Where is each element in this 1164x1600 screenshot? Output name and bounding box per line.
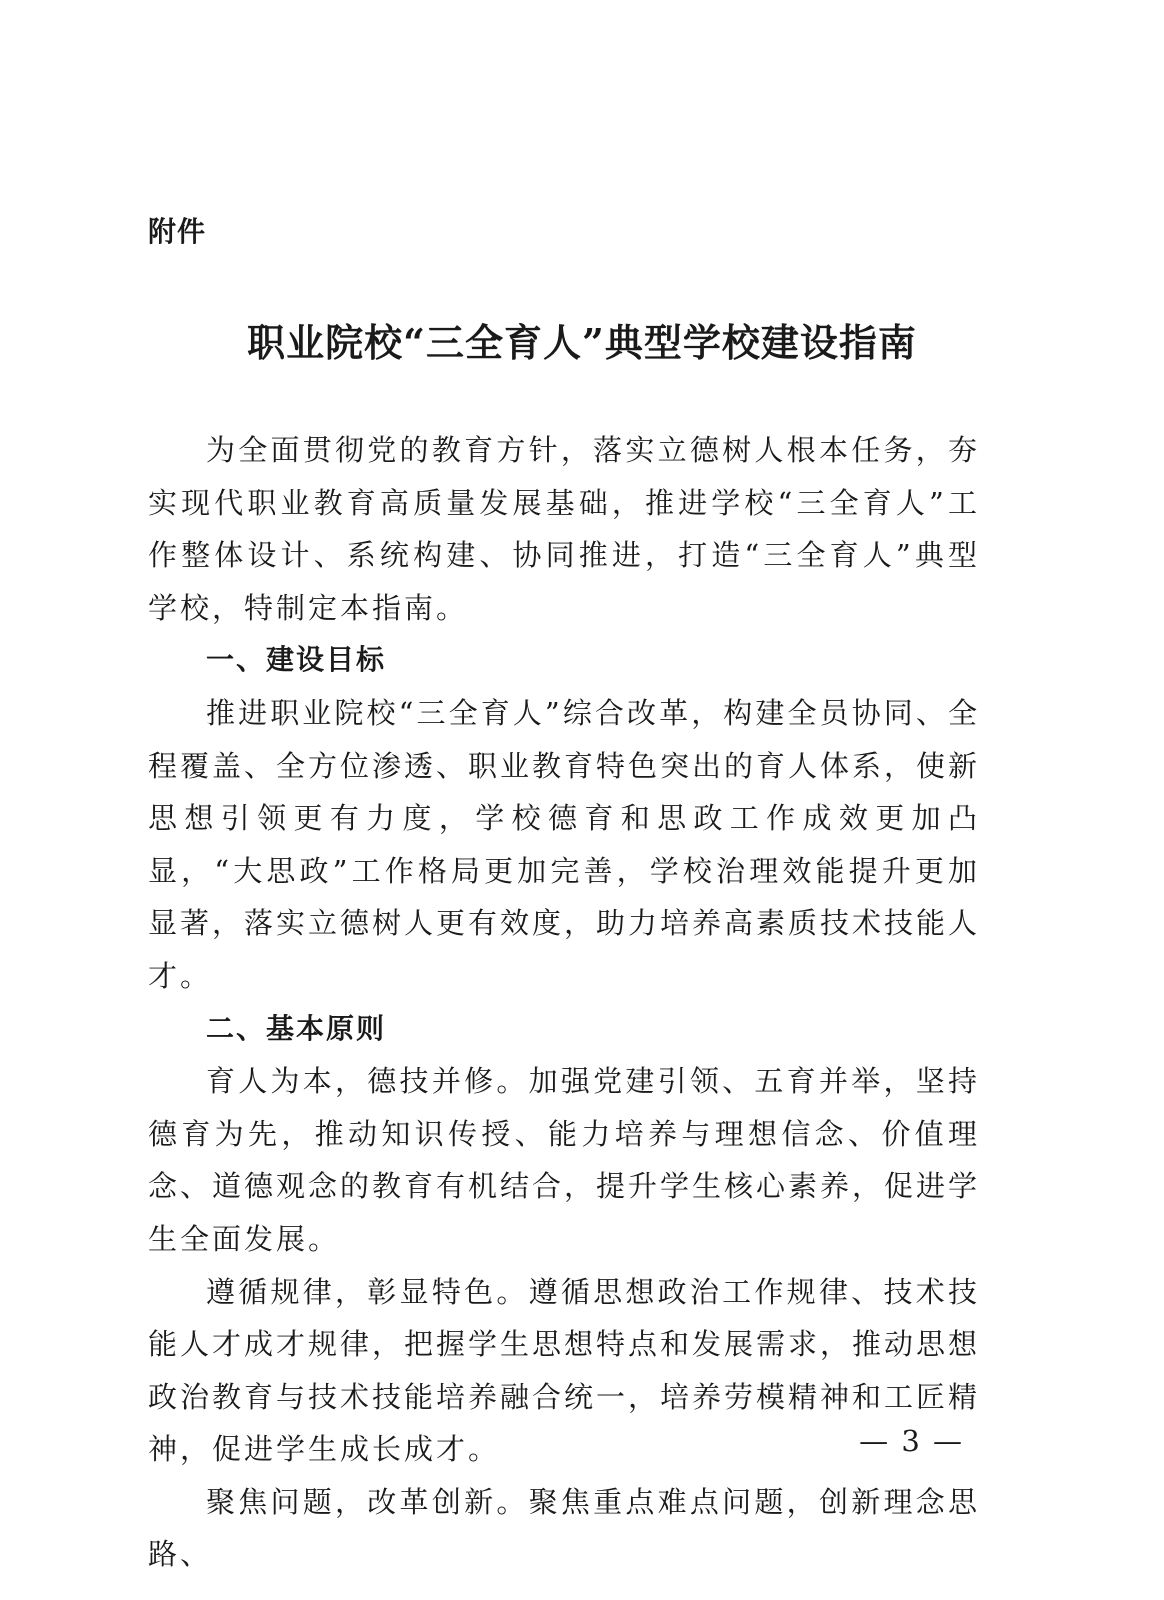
document-body bbox=[148, 424, 980, 1581]
intro-paragraph: 为全面贯彻党的教育方针，落实立德树人根本任务，夯实现代职业教育高质量发展基础，推进学校“三全育人”工作整体设计、系统构建、协同推进，打造“三全育人”典型学校，特制定本指南。 bbox=[148, 433, 980, 625]
document-title: 职业院校“三全育人”典型学校建设指南 bbox=[247, 320, 917, 365]
principle-paragraph: 育人为本，德技并修。加强党建引领、五育并举，坚持德育为先，推动知识传授、能力培养与理想信念、价值理念、道德观念的教育有机结合，提升学生核心素养，促进学生全面发展。 bbox=[148, 1064, 981, 1256]
section-heading-principles: 二、基本原则 bbox=[206, 1011, 387, 1045]
goals-paragraph: 推进职业院校“三全育人”综合改革，构建全员协同、全程覆盖、全方位渗透、职业教育特色突出的育人体系，使新思想引领更有力度，学校德育和思政工作成效更加凸显，“大思政”工作格局更加完善，学校治理效能提升更加显著，落实立德树人更有效度，助力培养高素质技术技能人才。 bbox=[148, 695, 981, 993]
principle-paragraph: 聚焦问题，改革创新。聚焦重点难点问题，创新理念思路、 bbox=[148, 1484, 980, 1572]
attachment-label: 附件 bbox=[148, 215, 207, 248]
section-heading-goals: 一、建设目标 bbox=[206, 643, 387, 677]
page-number: — 3 — bbox=[859, 1424, 964, 1458]
principle-paragraph: 遵循规律，彰显特色。遵循思想政治工作规律、技术技能人才成才规律，把握学生思想特点和发展需求，推动思想政治教育与技术技能培养融合统一，培养劳模精神和工匠精神，促进学生成长成才。 bbox=[148, 1274, 981, 1467]
